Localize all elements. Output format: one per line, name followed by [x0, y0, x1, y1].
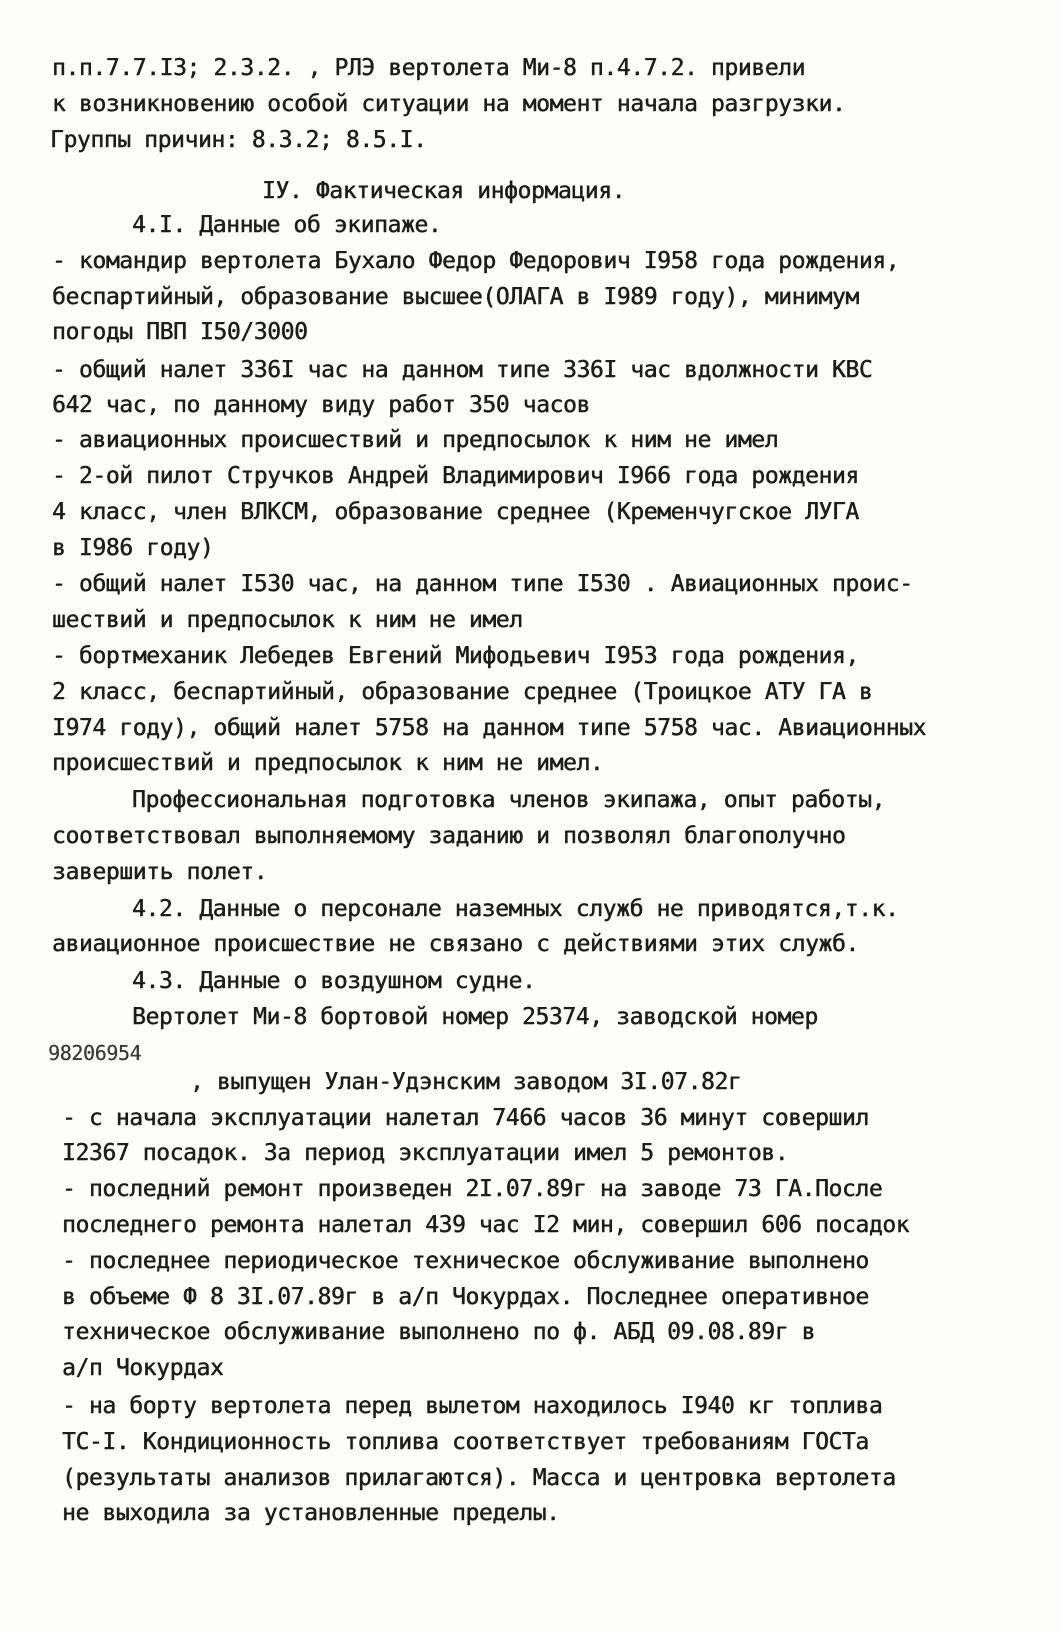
- text-line: - командир вертолета Бухало Федор Федорович I958 года рождения,: [52, 248, 900, 274]
- text-line: 4 класс, член ВЛКСМ, образование среднее (Кременчугское ЛУГА: [52, 499, 859, 525]
- paragraph-start: Профессиональная подготовка членов экипажа, опыт работы,: [132, 787, 886, 813]
- section-heading: IУ. Фактическая информация.: [262, 178, 626, 204]
- text-line: в объеме Ф 8 3I.07.89г в а/п Чокурдах. Последнее оперативное: [62, 1284, 869, 1310]
- text-line: завершить полет.: [52, 859, 268, 885]
- text-line: в I986 году): [52, 535, 214, 561]
- text-line: - бортмеханик Лебедев Евгений Мифодьевич I953 года рождения,: [52, 643, 859, 669]
- text-line: погоды ПВП I50/3000: [52, 319, 308, 345]
- text-line: последнего ремонта налетал 439 час I2 мин, совершил 606 посадок: [62, 1212, 910, 1238]
- text-line: ТС-I. Кондиционность топлива соответствует требованиям ГОСТа: [62, 1429, 869, 1455]
- text-line: Группы причин: 8.3.2; 8.5.I.: [50, 127, 427, 153]
- text-line: (результаты анализов прилагаются). Масса и центровка вертолета: [62, 1465, 896, 1491]
- text-line: а/п Чокурдах: [62, 1355, 224, 1381]
- text-line: - общий налет I530 час, на данном типе I530 . Авиационных проис-: [52, 571, 913, 597]
- text-line: 642 час, по данному виду работ 350 часов: [52, 392, 590, 418]
- text-line: шествий и предпосылок к ним не имел: [52, 607, 523, 633]
- subsection-heading: 4.I. Данные об экипаже.: [132, 212, 442, 238]
- text-line: , выпущен Улан-Удэнским заводом 3I.07.82г: [190, 1069, 742, 1095]
- subsection-heading: 4.3. Данные о воздушном судне.: [132, 968, 536, 994]
- text-line: - общий налет 336I час на данном типе 336I час вдолжности КВС: [52, 357, 873, 383]
- paragraph-start: Вертолет Ми-8 бортовой номер 25374, заводской номер: [132, 1004, 818, 1030]
- text-line: - последнее периодическое техническое обслуживание выполнено: [62, 1248, 869, 1274]
- text-line: 2 класс, беспартийный, образование среднее (Троицкое АТУ ГА в: [52, 679, 873, 705]
- text-line: техническое обслуживание выполнено по ф. АБД 09.08.89г в: [62, 1319, 816, 1345]
- text-line: беспартийный, образование высшее(ОЛАГА в I989 году), минимум: [52, 284, 859, 310]
- text-line: - 2-ой пилот Стручков Андрей Владимирович I966 года рождения: [52, 463, 859, 489]
- text-line: происшествий и предпосылок к ним не имел.: [52, 750, 604, 776]
- text-line: I974 году), общий налет 5758 на данном типе 5758 час. Авиационных: [52, 715, 927, 741]
- text-line: - последний ремонт произведен 2I.07.89г на заводе 73 ГА.После: [62, 1176, 883, 1202]
- subsection-heading: 4.2. Данные о персонале наземных служб не приводятся,т.к.: [132, 896, 899, 922]
- text-line: - авиационных происшествий и предпосылок к ним не имел: [52, 427, 779, 453]
- text-line: п.п.7.7.I3; 2.3.2. , РЛЭ вертолета Ми-8 п.4.7.2. привели: [52, 55, 806, 81]
- text-line: авиационное происшествие не связано с действиями этих служб.: [52, 931, 859, 957]
- text-line: соответствовал выполняемому заданию и позволял благополучно: [52, 823, 846, 849]
- text-line: I2367 посадок. За период эксплуатации имел 5 ремонтов.: [62, 1140, 789, 1166]
- text-line: - на борту вертолета перед вылетом находилось I940 кг топлива: [62, 1393, 883, 1419]
- text-line: к возникновению особой ситуации на момент начала разгрузки.: [52, 91, 846, 117]
- text-line: - с начала эксплуатации налетал 7466 часов 36 минут совершил: [62, 1105, 869, 1131]
- text-line: не выходила за установленные пределы.: [62, 1500, 560, 1526]
- serial-number: 98206954: [48, 1041, 142, 1065]
